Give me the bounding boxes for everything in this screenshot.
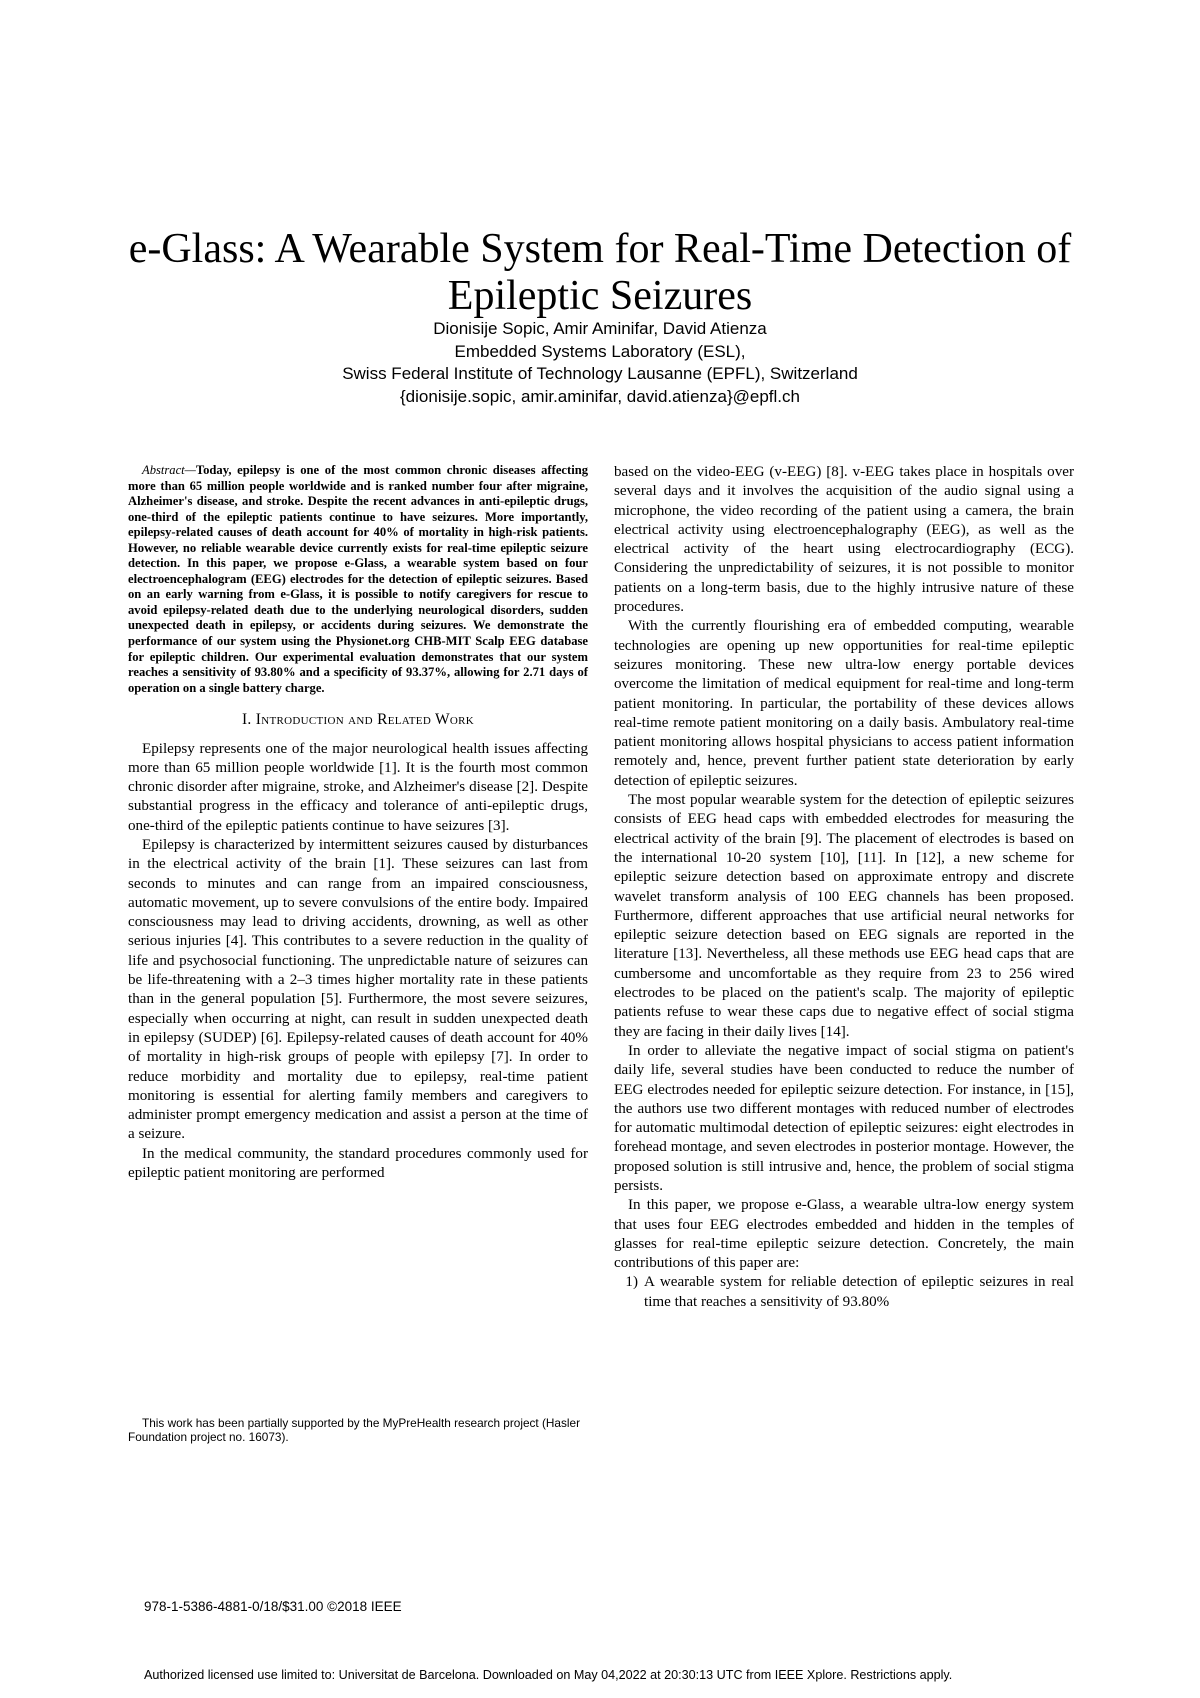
paragraph: based on the video-EEG (v-EEG) [8]. v-EEG takes place in hospitals over several days and it involves the acquisition of the audio signal using a microphone, the video recording of the patient using a camera, the brain electrical activity using electroencephalography (EEG), as well as the electrical activity of the heart using electrocardiography (ECG). Considering the unpredictability of seizures, it is not possible to monitor patients on a long-term basis, due to the highly intrusive nature of these procedures. — [614, 464, 1074, 616]
abstract-text: Today, epilepsy is one of the most common chronic diseases affecting more than 65 million people worldwide and is ranked number four after migraine, Alzheimer's disease, and stroke. Despite the recent advances in anti-epileptic drugs, one-third of the epileptic patients continue to have seizures. More importantly, epilepsy-related causes of death account for 40% of mortality in high-risk patients. However, no reliable wearable device currently exists for real-time epileptic seizure detection. In this paper, we propose e-Glass, a wearable system based on four electroencephalogram (EEG) electrodes for the detection of epileptic seizures. Based on an early warning from e-Glass, it is possible to notify caregivers for rescue to avoid epilepsy-related death due to the underlying neurological disorders, sudden unexpected death in epilepsy, or accidents during seizures. We demonstrate the performance of our system using the Physionet.org CHB-MIT Scalp EEG database for epileptic children. Our experimental evaluation demonstrates that our system reaches a sensitivity of 93.80% and a specificity of 93.37%, allowing for 2.71 days of operation on a single battery charge. — [128, 463, 588, 695]
author-block — [200, 318, 1000, 408]
paragraph: In this paper, we propose e-Glass, a wearable ultra-low energy system that uses four EEG electrodes embedded and hidden in the temples of glasses for real-time epileptic seizure detection. Concretely, the main contributions of this paper are: — [614, 1197, 1074, 1272]
copyright-notice: 978-1-5386-4881-0/18/$31.00 ©2018 IEEE — [144, 1599, 402, 1614]
author-emails: {dionisije.sopic, amir.aminifar, david.atienza}@epfl.ch — [400, 386, 800, 406]
contribution-item — [614, 1273, 1074, 1312]
contribution-number: 1) — [625, 1274, 638, 1291]
section-title: Introduction and Related Work — [255, 711, 475, 729]
paragraph: The most popular wearable system for the detection of epileptic seizures consists of EEG head caps with embedded electrodes for measuring the electrical activity of the brain [9]. The placement of electrodes is based on the international 10-20 system [10], [11]. In [12], a new scheme for epileptic seizure detection based on approximate entropy and discrete wavelet transform analysis of 100 EEG channels has been proposed. Furthermore, different approaches that use artificial neural networks for epileptic seizure detection based on EEG signals are reported in the literature [13]. Nevertheless, all these methods use EEG head caps that are cumbersome and uncomfortable as they require from 23 to 256 wired electrodes to be placed on the patient's scalp. The majority of epileptic patients refuse to wear these caps due to negative effect of social stigma they are facing in their daily lives [14]. — [614, 792, 1074, 1040]
paragraph: Epilepsy represents one of the major neurological health issues affecting more than 65 million people worldwide [1]. It is the fourth most common chronic disorder after migraine, stroke, and Alzheimer's disease [2]. Despite substantial progress in the efficacy and tolerance of anti-epileptic drugs, one-third of the epileptic patients continue to have seizures [3]. — [128, 740, 588, 834]
section-number: I. — [241, 711, 252, 729]
left-column — [128, 463, 588, 1183]
right-column — [614, 463, 1074, 1312]
affiliation-institute: Swiss Federal Institute of Technology Lausanne (EPFL), Switzerland — [342, 364, 858, 383]
footnote: This work has been partially supported by the MyPreHealth research project (Hasler Foundation project no. 16073). — [128, 1416, 580, 1444]
contribution-text: A wearable system for reliable detection of epileptic seizures in real time that reaches a sensitivity of 93.80% — [644, 1274, 1074, 1310]
paragraph: With the currently flourishing era of embedded computing, wearable technologies are opening up new opportunities for real-time epileptic seizures monitoring. These new ultra-low energy portable devices overcome the limitation of medical equipment for real-time and long-term patient monitoring. In particular, the portability of these devices allows real-time remote patient monitoring on a daily basis. Ambulatory real-time patient monitoring allows hospital physicians to access patient information remotely and, hence, prevent further patient state deterioration by early detection of epileptic seizures. — [614, 618, 1074, 789]
abstract-label: Abstract— — [142, 463, 196, 477]
author-names: Dionisije Sopic, Amir Aminifar, David Atienza — [433, 319, 767, 338]
abstract — [128, 463, 588, 696]
paragraph: In order to alleviate the negative impact of social stigma on patient's daily life, several studies have been conducted to reduce the number of EEG electrodes needed for epileptic seizure detection. For instance, in [15], the authors use two different montages with reduced number of electrodes for automatic multimodal detection of epileptic seizures: eight electrodes in forehead montage, and seven electrodes in posterior montage. However, the proposed solution is still intrusive and, hence, the problem of social stigma persists. — [614, 1042, 1074, 1194]
affiliation-lab: Embedded Systems Laboratory (ESL), — [454, 341, 746, 361]
paragraph: In the medical community, the standard procedures commonly used for epileptic patient monitoring are performed — [128, 1145, 588, 1182]
license-notice: Authorized licensed use limited to: Universitat de Barcelona. Downloaded on May 04,2022 at 20:30:13 UTC from IEEE Xplore. Restrictions apply. — [144, 1668, 953, 1682]
paper-title: e-Glass: A Wearable System for Real-Time Detection of Epileptic Seizures — [128, 226, 1072, 320]
paragraph: Epilepsy is characterized by intermittent seizures caused by disturbances in the electrical activity of the brain [1]. These seizures can last from seconds to minutes and can range from an impaired consciousness, automatic movement, up to severe convulsions of the entire body. Impaired consciousness may lead to driving accidents, drowning, as well as other serious injuries [4]. This contributes to a severe reduction in the quality of life and psychosocial functioning. The unpredictable nature of seizures can be life-threatening with a 2–3 times higher mortality rate in these patients than in the general population [5]. Furthermore, the most severe seizures, especially when occurring at night, can result in sudden unexpected death in epilepsy (SUDEP) [6]. Epilepsy-related causes of death account for 40% of mortality in high-risk groups of people with epilepsy [7]. In order to reduce morbidity and mortality due to epilepsy, real-time patient monitoring is essential for alerting family members and caregivers to administer prompt emergency medication and assist a person at the time of a seizure. — [128, 836, 588, 1143]
section-heading — [128, 710, 588, 729]
